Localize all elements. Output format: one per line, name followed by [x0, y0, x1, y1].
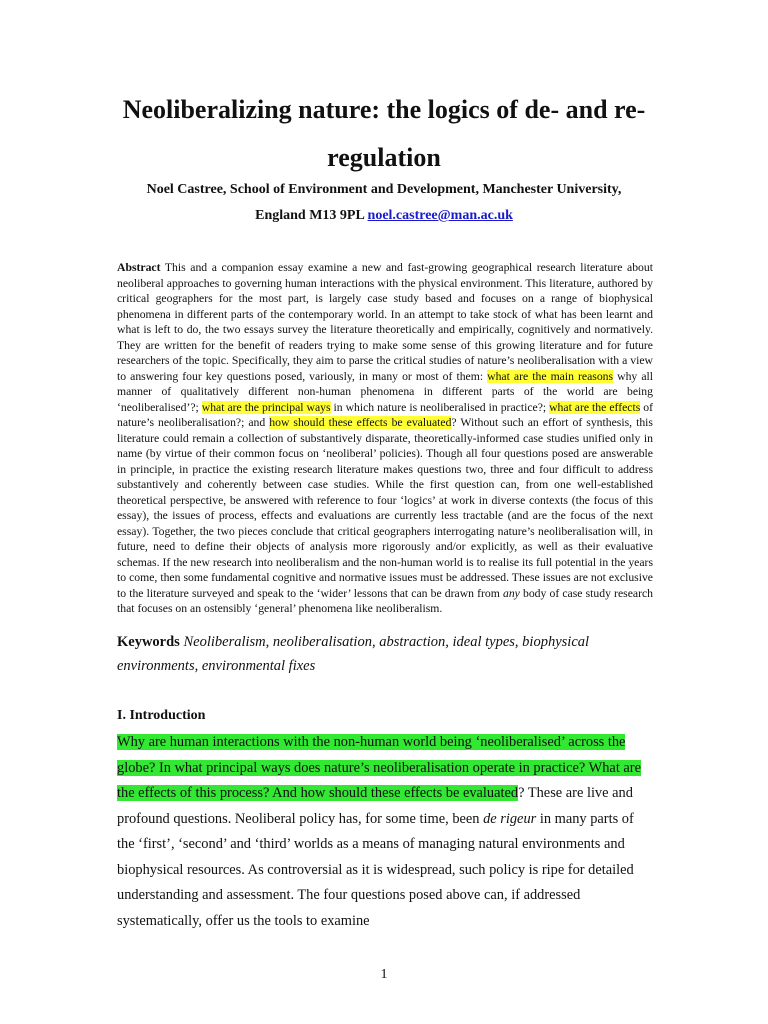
abstract-highlight-evaluated: how should these effects be evaluated	[269, 416, 452, 429]
page-number: 1	[380, 967, 388, 982]
keywords-label: Keywords	[117, 634, 180, 650]
introduction-paragraph	[117, 730, 653, 934]
author-block	[100, 177, 668, 229]
keywords-terms: Neoliberalism, neoliberalisation, abstraction, ideal types, biophysical environments, environmental fixes	[117, 634, 590, 674]
paper-title: Neoliberalizing nature: the logics of de- and re-regulation	[122, 95, 646, 172]
intro-text: in many parts of the ‘first’, ‘second’ and ‘third’ worlds as a means of managing natural environments and biophysical resources. As controversial as it is widespread, such policy is ripe for detailed understanding and assessment. The four questions posed above can, if addressed systematically, offer us the tools to examine	[117, 810, 634, 929]
intro-text: ? These are live and profound questions. Neoliberal policy has, for some time, been	[117, 785, 633, 827]
abstract-text: ? Without such an effort of synthesis, this literature could remain a collection of substantively disparate, theoretically-informed case studies unified only in name (by virtue of their common focus on ‘neoliberal’ policies). Though all four questions posed are answerable in principle, in practice the existing research literature makes questions two, three and four difficult to address substantively and coherently between case studies. While the first question can, from one well-established theoretical perspective, be answered with reference to four ‘logics’ at work in diverse contexts (the focus of this essay), the issues of process, effects and evaluations are currently less tractable (and are the focus of the next essay). Together, the two pieces conclude that critical geographers interrogating nature’s neoliberalisation will, in future, need to define their objects of analysis more rigorously and/or explicitly, as well as their evaluative schemas. If the new research into neoliberalism and the non-human world is to realise its full potential in the years to come, then some fundamental cognitive and normative issues must be addressed. These issues are not exclusive to the literature surveyed and speak to the ‘wider’ lessons that can be drawn from	[117, 416, 653, 600]
author-address: England M13 9PL	[255, 208, 365, 223]
abstract-highlight-effects: what are the effects	[549, 400, 641, 414]
abstract-highlight-ways: what are the principal ways	[201, 400, 331, 414]
abstract-paragraph	[117, 260, 653, 617]
abstract-text: in which nature is neoliberalised in practice?;	[330, 400, 550, 414]
abstract-highlight-reasons: what are the main reasons	[487, 369, 614, 383]
intro-emphasis-de-rigeur: de rigeur	[483, 810, 537, 827]
abstract-label: Abstract	[117, 261, 161, 274]
abstract-emphasis-any: any	[502, 586, 520, 600]
abstract-text: This and a companion essay examine a new and fast-growing geographical research literature about neoliberal approaches to governing human interactions with the physical environment. This literature, authored by critical geographers for the most part, is largely case study based and focuses on a range of biophysical phenomena in different parts of the contemporary world. In an attempt to take stock of what has been learnt and what is left to do, the two essays survey the literature theoretically and empirically, cognitively and normatively. They are written for the benefit of readers trying to make some sense of this growing literature and for future researchers of the topic. Specifically, they aim to parse the critical studies of nature’s neoliberalisation with a view to answering four key questions posed, variously, in many or most of them:	[117, 261, 653, 383]
abstract-text: of nature’s neoliberalisation?; and	[117, 400, 653, 429]
author-email-link[interactable]: noel.castree@man.ac.uk	[367, 208, 513, 223]
abstract-text: body of case study research that focuses on an ostensibly ‘general’ phenomena like neoliberalism.	[117, 586, 653, 615]
author-affiliation: Noel Castree, School of Environment and Development, Manchester University,	[146, 182, 622, 197]
intro-highlight-questions: Why are human interactions with the non-human world being ‘neoliberalised’ across the globe? In what principal ways does nature’s neoliberalisation operate in practice? What are the effects of this process? And how should these effects be evaluated	[117, 734, 641, 801]
keywords-paragraph	[117, 630, 653, 678]
section-heading-introduction: I. Introduction	[117, 708, 206, 723]
abstract-text: why all manner of qualitatively different non-human phenomena in different parts of the world are being ‘neoliberalised’?;	[117, 369, 654, 414]
